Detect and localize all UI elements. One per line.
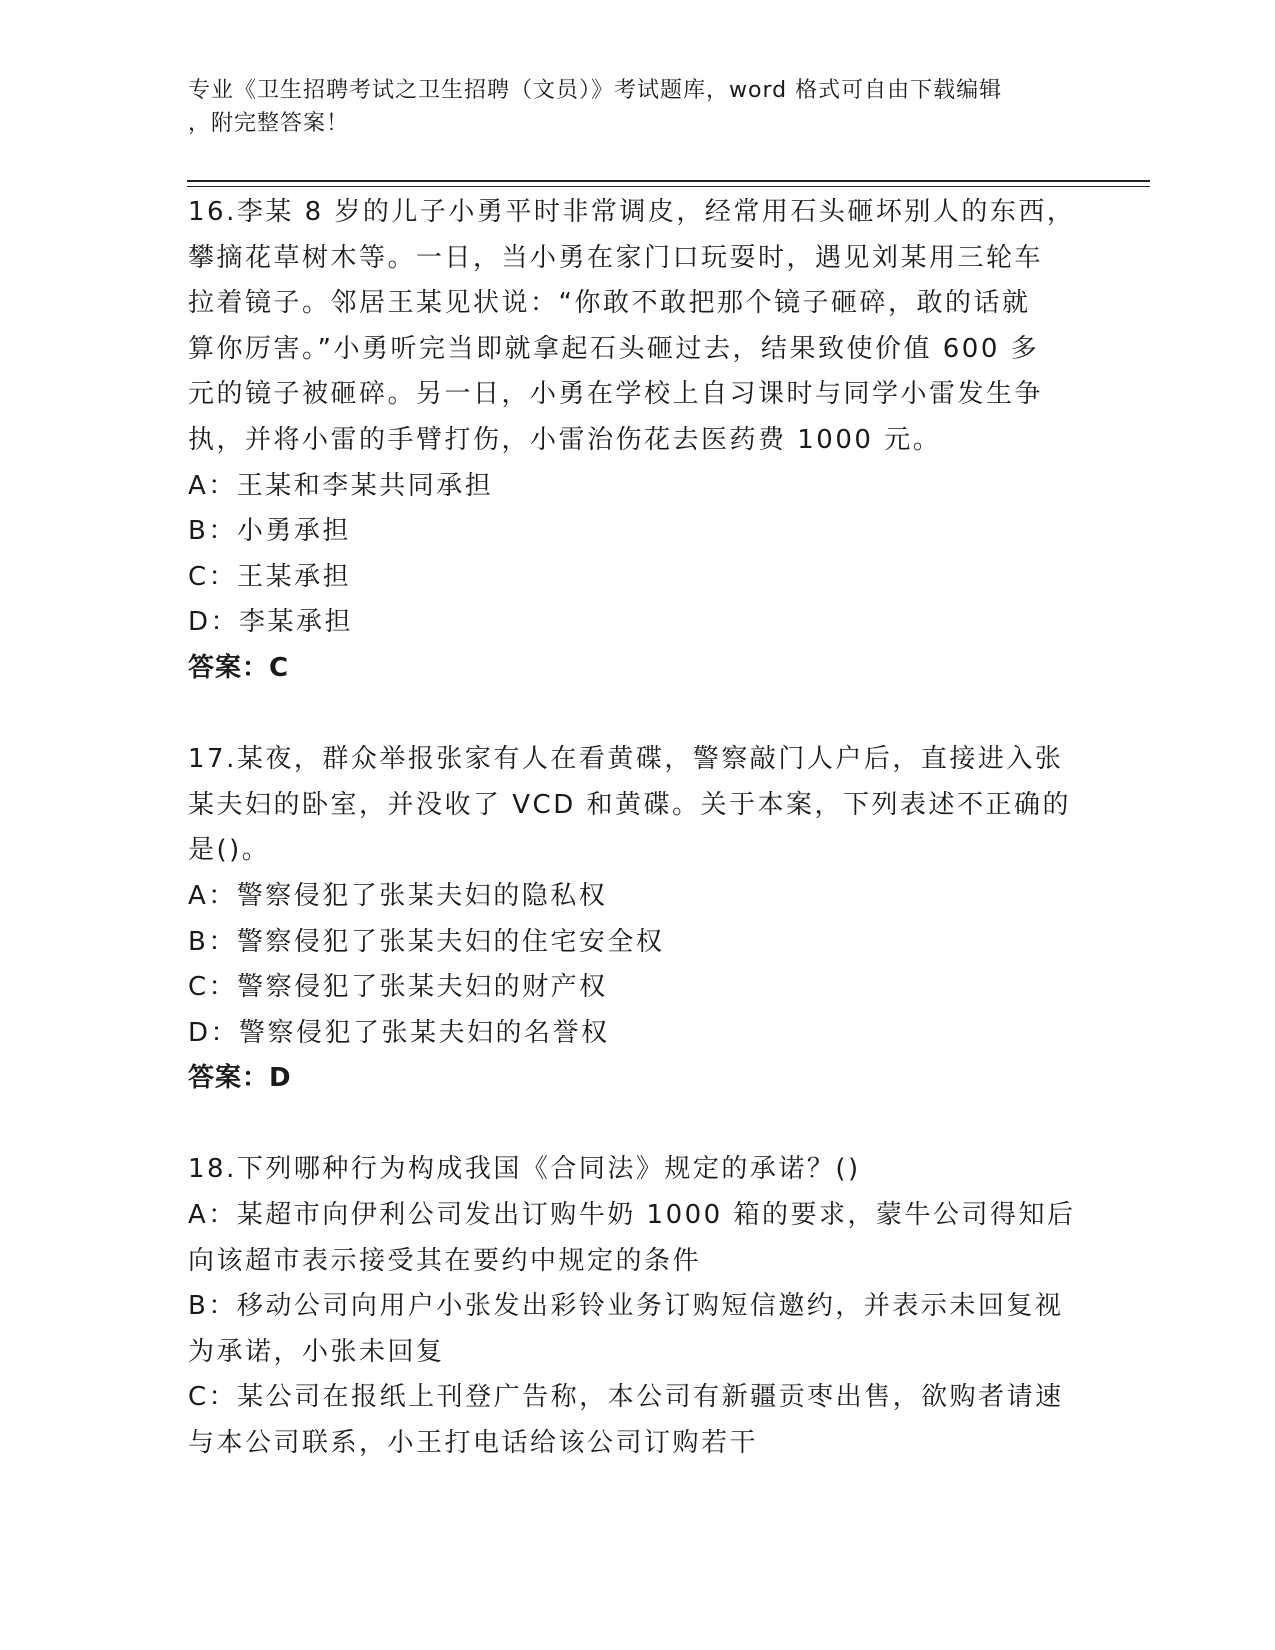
stem-line: 17.某夜，群众举报张家有人在看黄碟，警察敲门人户后，直接进入张 — [188, 744, 1064, 775]
option-b: B：警察侵犯了张某夫妇的住宅安全权 — [188, 926, 665, 957]
spacer — [188, 1102, 1088, 1148]
stem-line: 16.李某 8 岁的儿子小勇平时非常调皮，经常用石头砸坏别人的东西， — [188, 197, 1076, 227]
header-line: 专业《卫生招聘考试之卫生招聘（文员）》考试题库，word 格式可自由下载编辑 — [188, 78, 1003, 103]
stem-line: 是()。 — [188, 835, 271, 866]
answer-label: 答案：D — [188, 1063, 292, 1094]
option-d: D：警察侵犯了张某夫妇的名誉权 — [188, 1017, 610, 1048]
document-header — [188, 74, 1088, 140]
option-b-continued: 为承诺，小张未回复 — [188, 1336, 445, 1367]
question-18 — [188, 1147, 1088, 1466]
option-c: C：警察侵犯了张某夫妇的财产权 — [188, 972, 608, 1003]
answer-label: 答案：C — [188, 652, 290, 683]
option-c-continued: 与本公司联系，小王打电话给该公司订购若干 — [188, 1428, 759, 1459]
stem-line: 18.下列哪种行为构成我国《合同法》规定的承诺？() — [188, 1154, 861, 1185]
option-list — [188, 1193, 1088, 1467]
option-c: C：王某承担 — [188, 561, 352, 592]
option-a-continued: 向该超市表示接受其在要约中规定的条件 — [188, 1245, 702, 1276]
question-list — [188, 190, 1088, 1467]
stem-line: 拉着镜子。邻居王某见状说：“你敢不敢把那个镜子砸碎，敢的话就 — [188, 288, 1031, 319]
question-stem — [188, 1147, 1088, 1193]
stem-line: 执，并将小雷的手臂打伤，小雷治伤花去医药费 1000 元。 — [188, 424, 942, 455]
question-16 — [188, 190, 1088, 692]
question-stem — [188, 737, 1088, 874]
header-divider-thick — [187, 180, 1150, 182]
header-line: ，附完整答案！ — [188, 111, 350, 136]
option-a: A：警察侵犯了张某夫妇的隐私权 — [188, 880, 608, 911]
stem-line: 某夫妇的卧室，并没收了 VCD 和黄碟。关于本案，下列表述不正确的 — [188, 789, 1071, 820]
option-list — [188, 874, 1088, 1056]
option-a: A：某超市向伊利公司发出订购牛奶 1000 箱的要求，蒙牛公司得知后 — [188, 1200, 1076, 1231]
option-a: A：王某和李某共同承担 — [188, 470, 494, 501]
header-divider-thin — [187, 186, 1150, 187]
stem-line: 元的镜子被砸碎。另一日，小勇在学校上自习课时与同学小雷发生争 — [188, 379, 1044, 410]
option-b: B：移动公司向用户小张发出彩铃业务订购短信邀约，并表示未回复视 — [188, 1291, 1064, 1322]
option-d: D：李某承担 — [188, 607, 354, 638]
question-stem — [188, 190, 1088, 464]
option-list — [188, 464, 1088, 646]
stem-line: 攀摘花草树木等。一日，当小勇在家门口玩耍时，遇见刘某用三轮车 — [188, 242, 1044, 273]
option-c: C：某公司在报纸上刊登广告称，本公司有新疆贡枣出售，欲购者请速 — [188, 1382, 1064, 1413]
question-17 — [188, 737, 1088, 1102]
stem-line: 算你厉害。”小勇听完当即就拿起石头砸过去，结果致使价值 600 多 — [188, 333, 1040, 364]
option-b: B：小勇承担 — [188, 516, 351, 547]
spacer — [188, 692, 1088, 738]
